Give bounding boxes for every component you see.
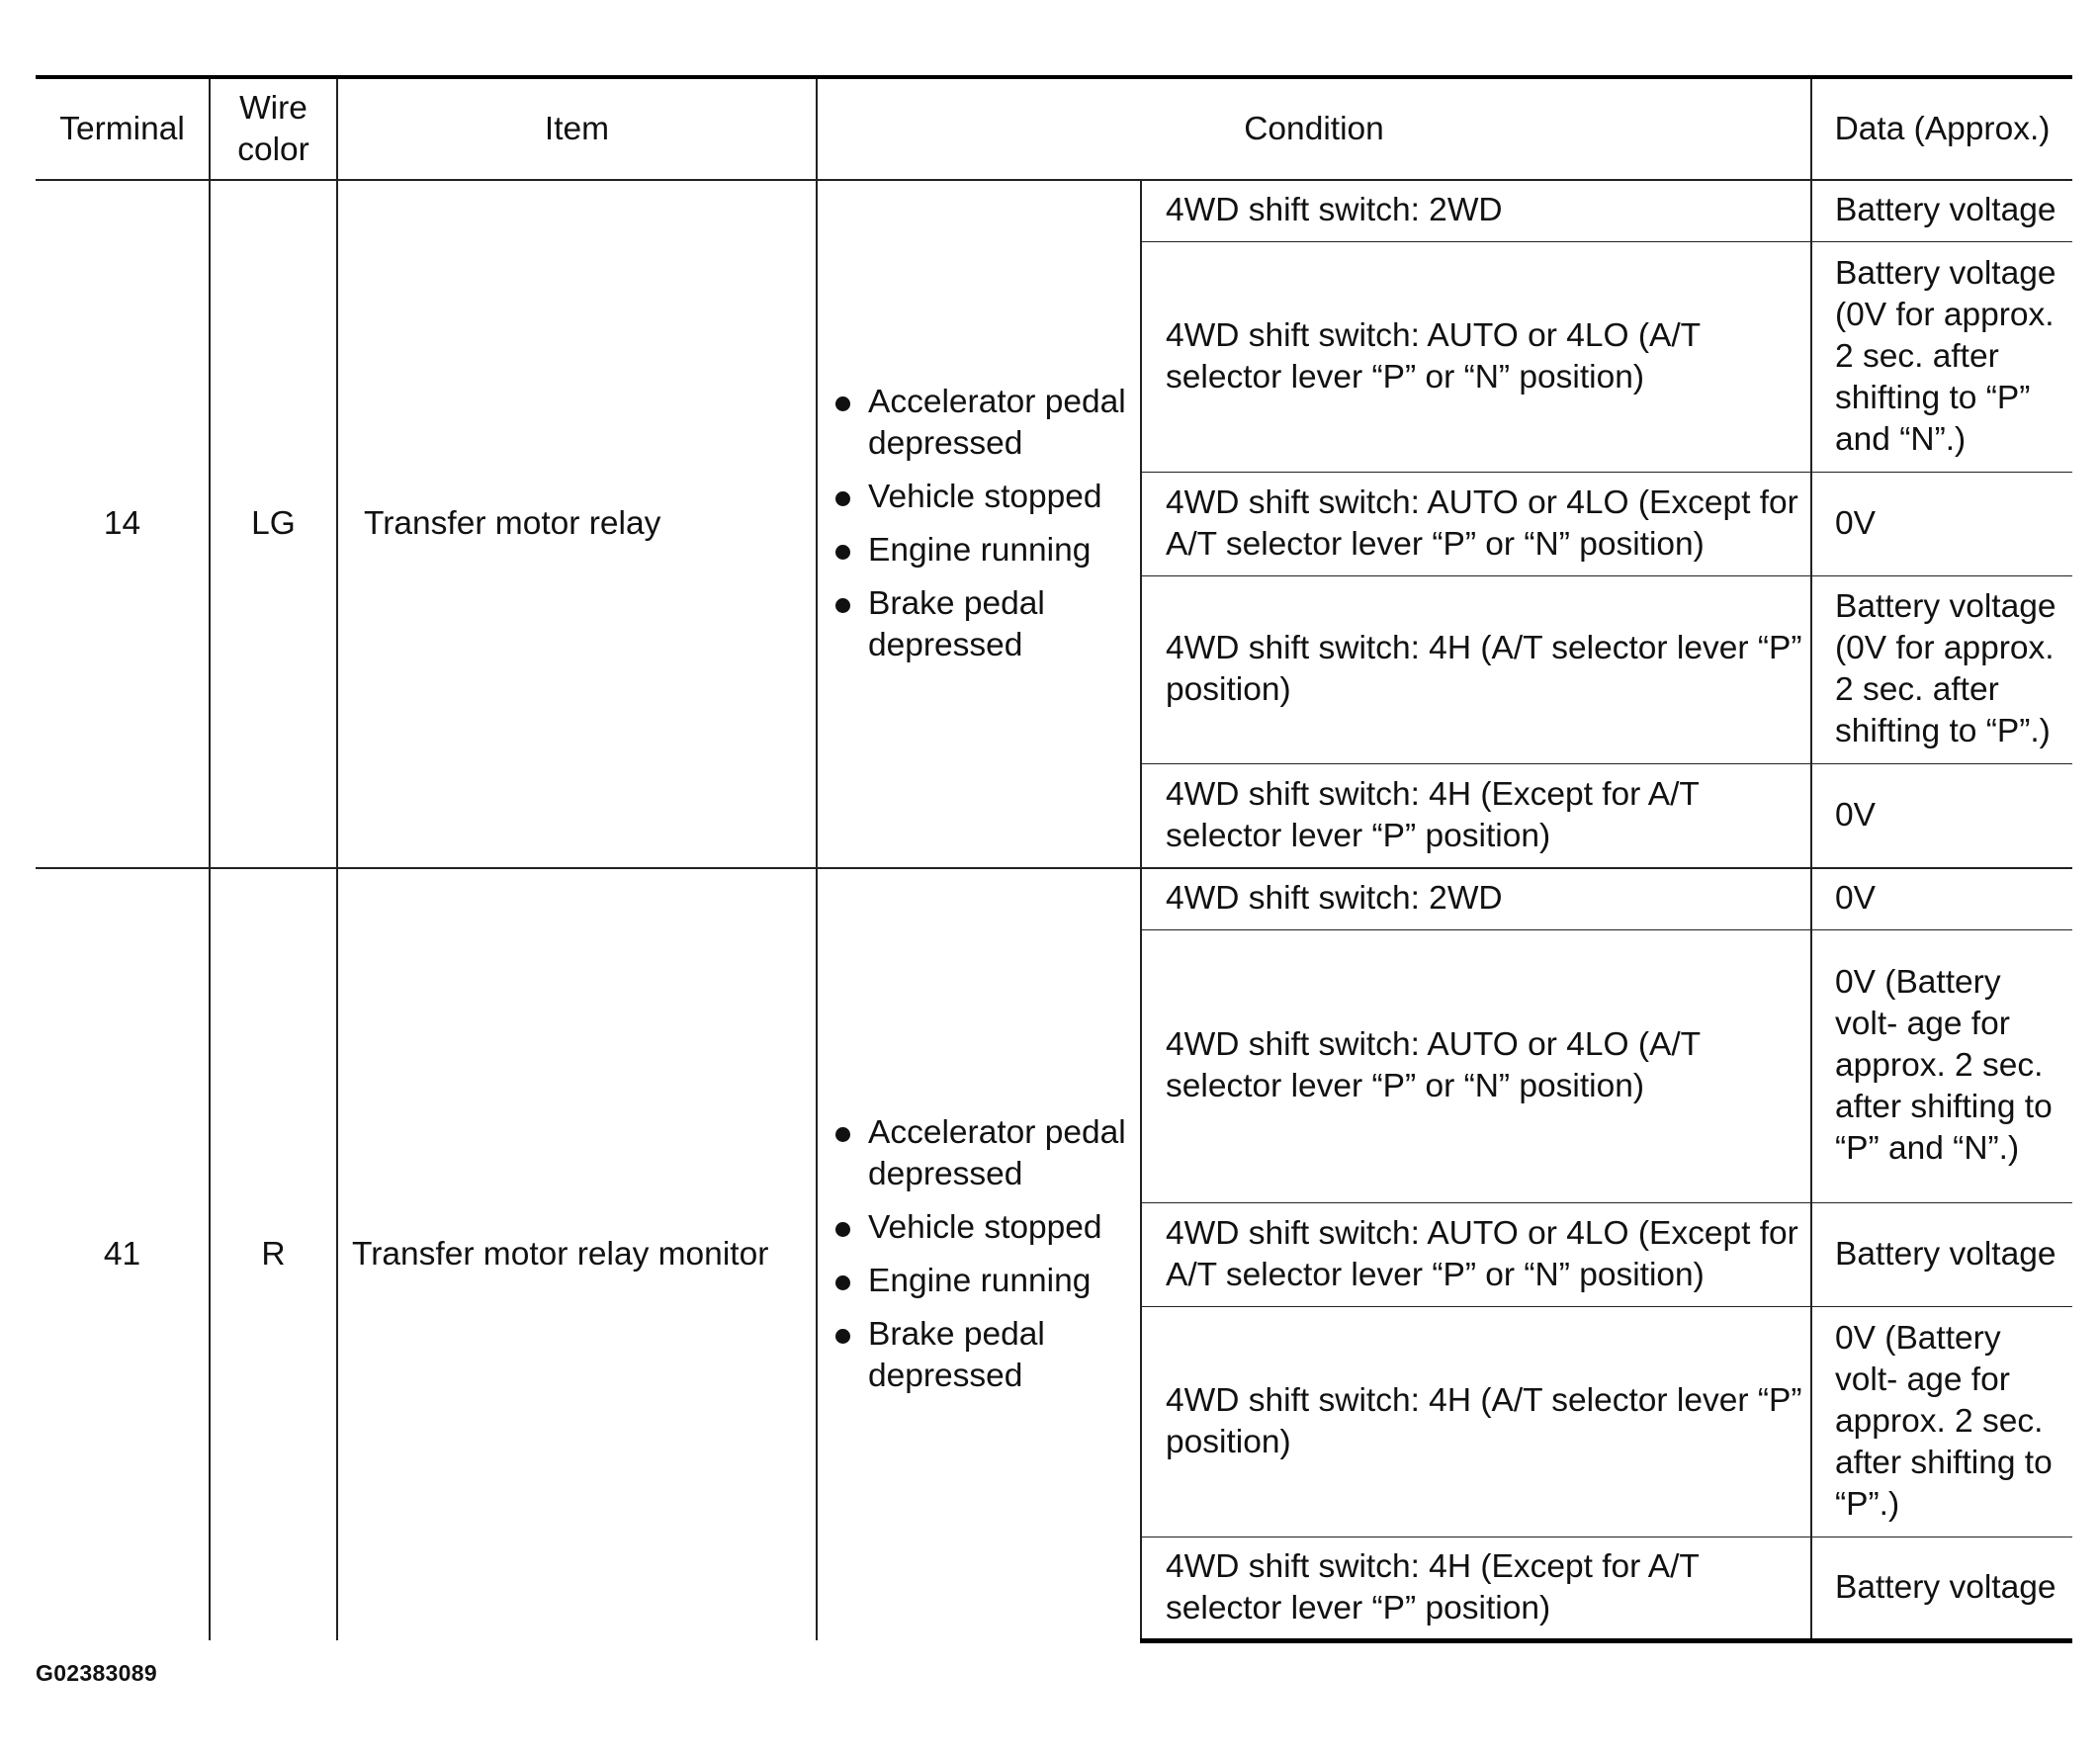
header-condition: Condition [817, 77, 1811, 180]
figure-id: G02383089 [36, 1660, 157, 1686]
header-wire-color-line1: Wire [239, 89, 307, 127]
list-item [835, 530, 1140, 571]
data-value: 0V [1811, 868, 2072, 929]
switch-condition: 4WD shift switch: 4H (Except for A/T selector lever “P” position) [1141, 763, 1811, 868]
common-conditions [817, 180, 1141, 868]
switch-condition: 4WD shift switch: AUTO or 4LO (Except for A/T selector lever “P” or “N” position) [1141, 472, 1811, 575]
bullet-icon [835, 545, 850, 560]
item-name: Transfer motor relay monitor [337, 868, 817, 1640]
data-value: Battery voltage [1811, 1202, 2072, 1306]
condition-list [818, 1112, 1140, 1397]
list-item [835, 477, 1140, 518]
data-value: 0V (Battery volt- age for approx. 2 sec. after shifting to “P” and “N”.) [1811, 929, 2072, 1202]
header-data: Data (Approx.) [1811, 77, 2072, 180]
switch-condition: 4WD shift switch: AUTO or 4LO (Except for A/T selector lever “P” or “N” position) [1141, 1202, 1811, 1306]
terminal-number: 41 [36, 868, 210, 1640]
switch-condition: 4WD shift switch: 4H (A/T selector lever “P” position) [1141, 575, 1811, 763]
condition-text: Brake pedal depressed [868, 585, 1045, 663]
condition-text: Engine running [868, 1263, 1092, 1299]
switch-condition: 4WD shift switch: 2WD [1141, 868, 1811, 929]
bullet-icon [835, 491, 850, 506]
list-item [835, 382, 1140, 465]
bullet-icon [835, 1222, 850, 1237]
list-item [835, 1207, 1140, 1249]
list-item [835, 1314, 1140, 1397]
data-value: Battery voltage [1811, 1537, 2072, 1640]
header-wire-color [210, 77, 337, 180]
terminal-number: 14 [36, 180, 210, 868]
switch-condition: 4WD shift switch: AUTO or 4LO (A/T selector lever “P” or “N” position) [1141, 241, 1811, 472]
bullet-icon [835, 396, 850, 411]
list-item [835, 1261, 1140, 1302]
condition-text: Brake pedal depressed [868, 1316, 1045, 1394]
condition-text: Vehicle stopped [868, 1209, 1102, 1246]
list-item [835, 583, 1140, 666]
bullet-icon [835, 1275, 850, 1290]
data-value: 0V [1811, 763, 2072, 868]
data-value: Battery voltage (0V for approx. 2 sec. after shifting to “P” and “N”.) [1811, 241, 2072, 472]
switch-condition: 4WD shift switch: AUTO or 4LO (A/T selector lever “P” or “N” position) [1141, 929, 1811, 1202]
data-value: 0V (Battery volt- age for approx. 2 sec. after shifting to “P”.) [1811, 1306, 2072, 1537]
condition-list [818, 382, 1140, 666]
switch-condition: 4WD shift switch: 2WD [1141, 180, 1811, 241]
wire-color: LG [210, 180, 337, 868]
header-row [36, 77, 2072, 180]
wire-color: R [210, 868, 337, 1640]
table-row [36, 868, 2072, 929]
condition-text: Engine running [868, 532, 1092, 569]
item-name: Transfer motor relay [337, 180, 817, 868]
bullet-icon [835, 1329, 850, 1344]
switch-condition: 4WD shift switch: 4H (A/T selector lever “P” position) [1141, 1306, 1811, 1537]
list-item [835, 1112, 1140, 1195]
terminal-data-table [36, 75, 2072, 1643]
bullet-icon [835, 1127, 850, 1142]
header-item: Item [337, 77, 817, 180]
condition-text: Vehicle stopped [868, 479, 1102, 515]
header-terminal: Terminal [36, 77, 210, 180]
common-conditions [817, 868, 1141, 1640]
switch-condition: 4WD shift switch: 4H (Except for A/T selector lever “P” position) [1141, 1537, 1811, 1640]
bullet-icon [835, 598, 850, 613]
data-value: Battery voltage [1811, 180, 2072, 241]
header-wire-color-line2: color [237, 131, 309, 168]
condition-text: Accelerator pedal depressed [868, 384, 1126, 462]
table-row [36, 180, 2072, 241]
data-value: Battery voltage (0V for approx. 2 sec. after shifting to “P”.) [1811, 575, 2072, 763]
data-value: 0V [1811, 472, 2072, 575]
condition-text: Accelerator pedal depressed [868, 1114, 1126, 1192]
